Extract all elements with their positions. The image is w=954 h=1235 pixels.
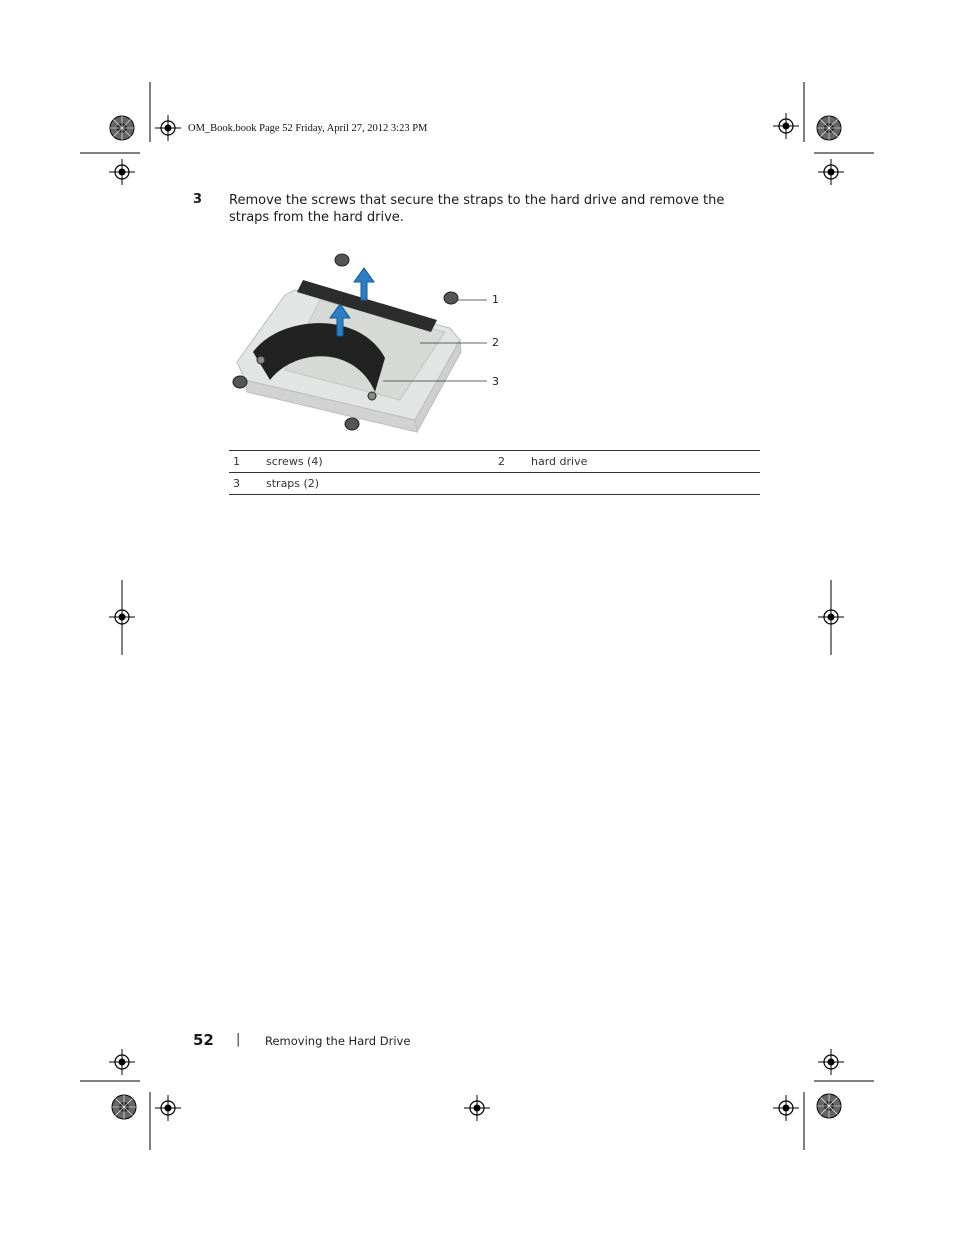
registration-cross-icon: [155, 1095, 181, 1121]
registration-cross-icon: [773, 113, 799, 139]
step-number: 3: [193, 192, 203, 207]
registration-cross-icon: [773, 1095, 799, 1121]
print-slug-line: OM_Book.book Page 52 Friday, April 27, 2012 3:23 PM: [188, 123, 428, 134]
legend-label: hard drive: [531, 455, 588, 468]
footer-section-title: Removing the Hard Drive: [265, 1034, 411, 1048]
hard-drive-straps-illustration: [225, 240, 515, 440]
footer-separator: |: [236, 1032, 241, 1047]
registration-cross-icon: [155, 115, 181, 141]
callout-2: 2: [492, 336, 499, 349]
legend-number: [498, 473, 531, 495]
callout-1: 1: [492, 293, 499, 306]
registration-cross-icon: [109, 159, 135, 185]
registration-cross-icon: [818, 1049, 844, 1075]
registration-cross-icon: [818, 159, 844, 185]
registration-cross-icon: [818, 604, 844, 630]
page-number: 52: [193, 1031, 214, 1049]
registration-cross-icon: [109, 1049, 135, 1075]
table-row: [229, 473, 760, 495]
step-instruction: Remove the screws that secure the straps to the hard drive and remove the straps from the hard drive.: [229, 193, 725, 225]
callout-3: 3: [492, 375, 499, 388]
table-row: [229, 451, 760, 473]
registration-star-icon: [110, 116, 134, 140]
legend-number: 3: [233, 477, 240, 490]
registration-cross-icon: [464, 1095, 490, 1121]
registration-star-icon: [817, 1094, 841, 1118]
legend-number: 1: [233, 455, 240, 468]
legend-label: [531, 473, 760, 495]
registration-cross-icon: [109, 604, 135, 630]
legend-label: screws (4): [266, 455, 323, 468]
legend-label: straps (2): [266, 477, 320, 490]
legend-number: 2: [498, 455, 505, 468]
registration-star-icon: [817, 116, 841, 140]
callout-legend-table: [229, 450, 760, 495]
registration-star-icon: [112, 1095, 136, 1119]
